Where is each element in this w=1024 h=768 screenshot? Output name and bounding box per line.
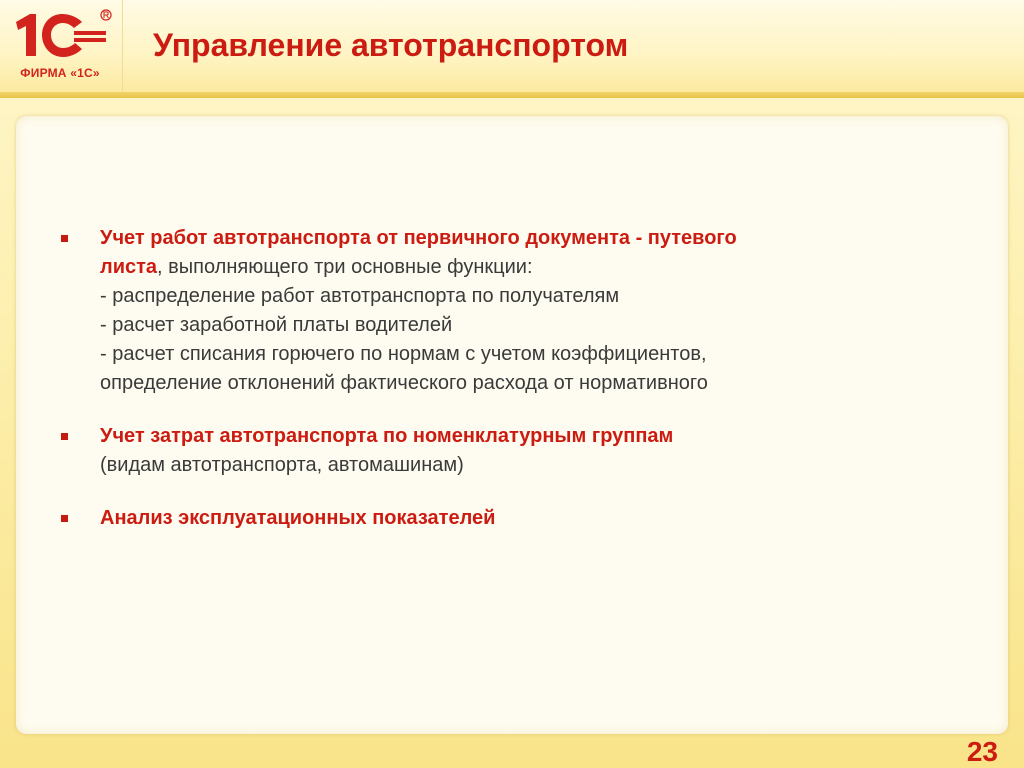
bullet-square-icon [61, 235, 68, 242]
bullet-line: (видам автотранспорта, автомашинам) [100, 454, 464, 476]
header-bar [0, 0, 1024, 92]
page-title: Управление автотранспортом [153, 27, 629, 63]
logo-divider [122, 0, 123, 92]
bullet-line: - расчет списания горючего по нормам с учетом коэффициентов, [100, 343, 707, 365]
bullet-square-icon [61, 433, 68, 440]
bullet-highlight: Учет затрат автотранспорта по номенклатурным группам [100, 425, 674, 447]
header-underline [0, 92, 1024, 98]
bullet-highlight: Анализ эксплуатационных показателей [100, 507, 496, 529]
bullet-line: - распределение работ автотранспорта по получателям [100, 285, 620, 307]
logo-caption: ФИРМА «1С» [20, 66, 100, 80]
logo-1c [8, 6, 112, 86]
page-number: 23 [966, 736, 998, 767]
bullet-square-icon [61, 515, 68, 522]
bullet-line: - расчет заработной платы водителей [100, 314, 453, 336]
logo-1c-icon [8, 6, 112, 66]
bullet-line: определение отклонений фактического расхода от нормативного [100, 372, 708, 394]
bullet-list [50, 224, 950, 557]
bullet-item-costs [50, 422, 950, 480]
content-panel [16, 116, 1008, 734]
bullet-highlight: Учет работ автотранспорта от первичного документа - путевого [100, 227, 737, 249]
bullet-continuation: , выполняющего три основные функции: [157, 256, 533, 278]
bullet-highlight-2: листа [100, 256, 158, 278]
bullet-item-waybill [50, 224, 950, 398]
bullet-item-analysis [50, 504, 950, 533]
